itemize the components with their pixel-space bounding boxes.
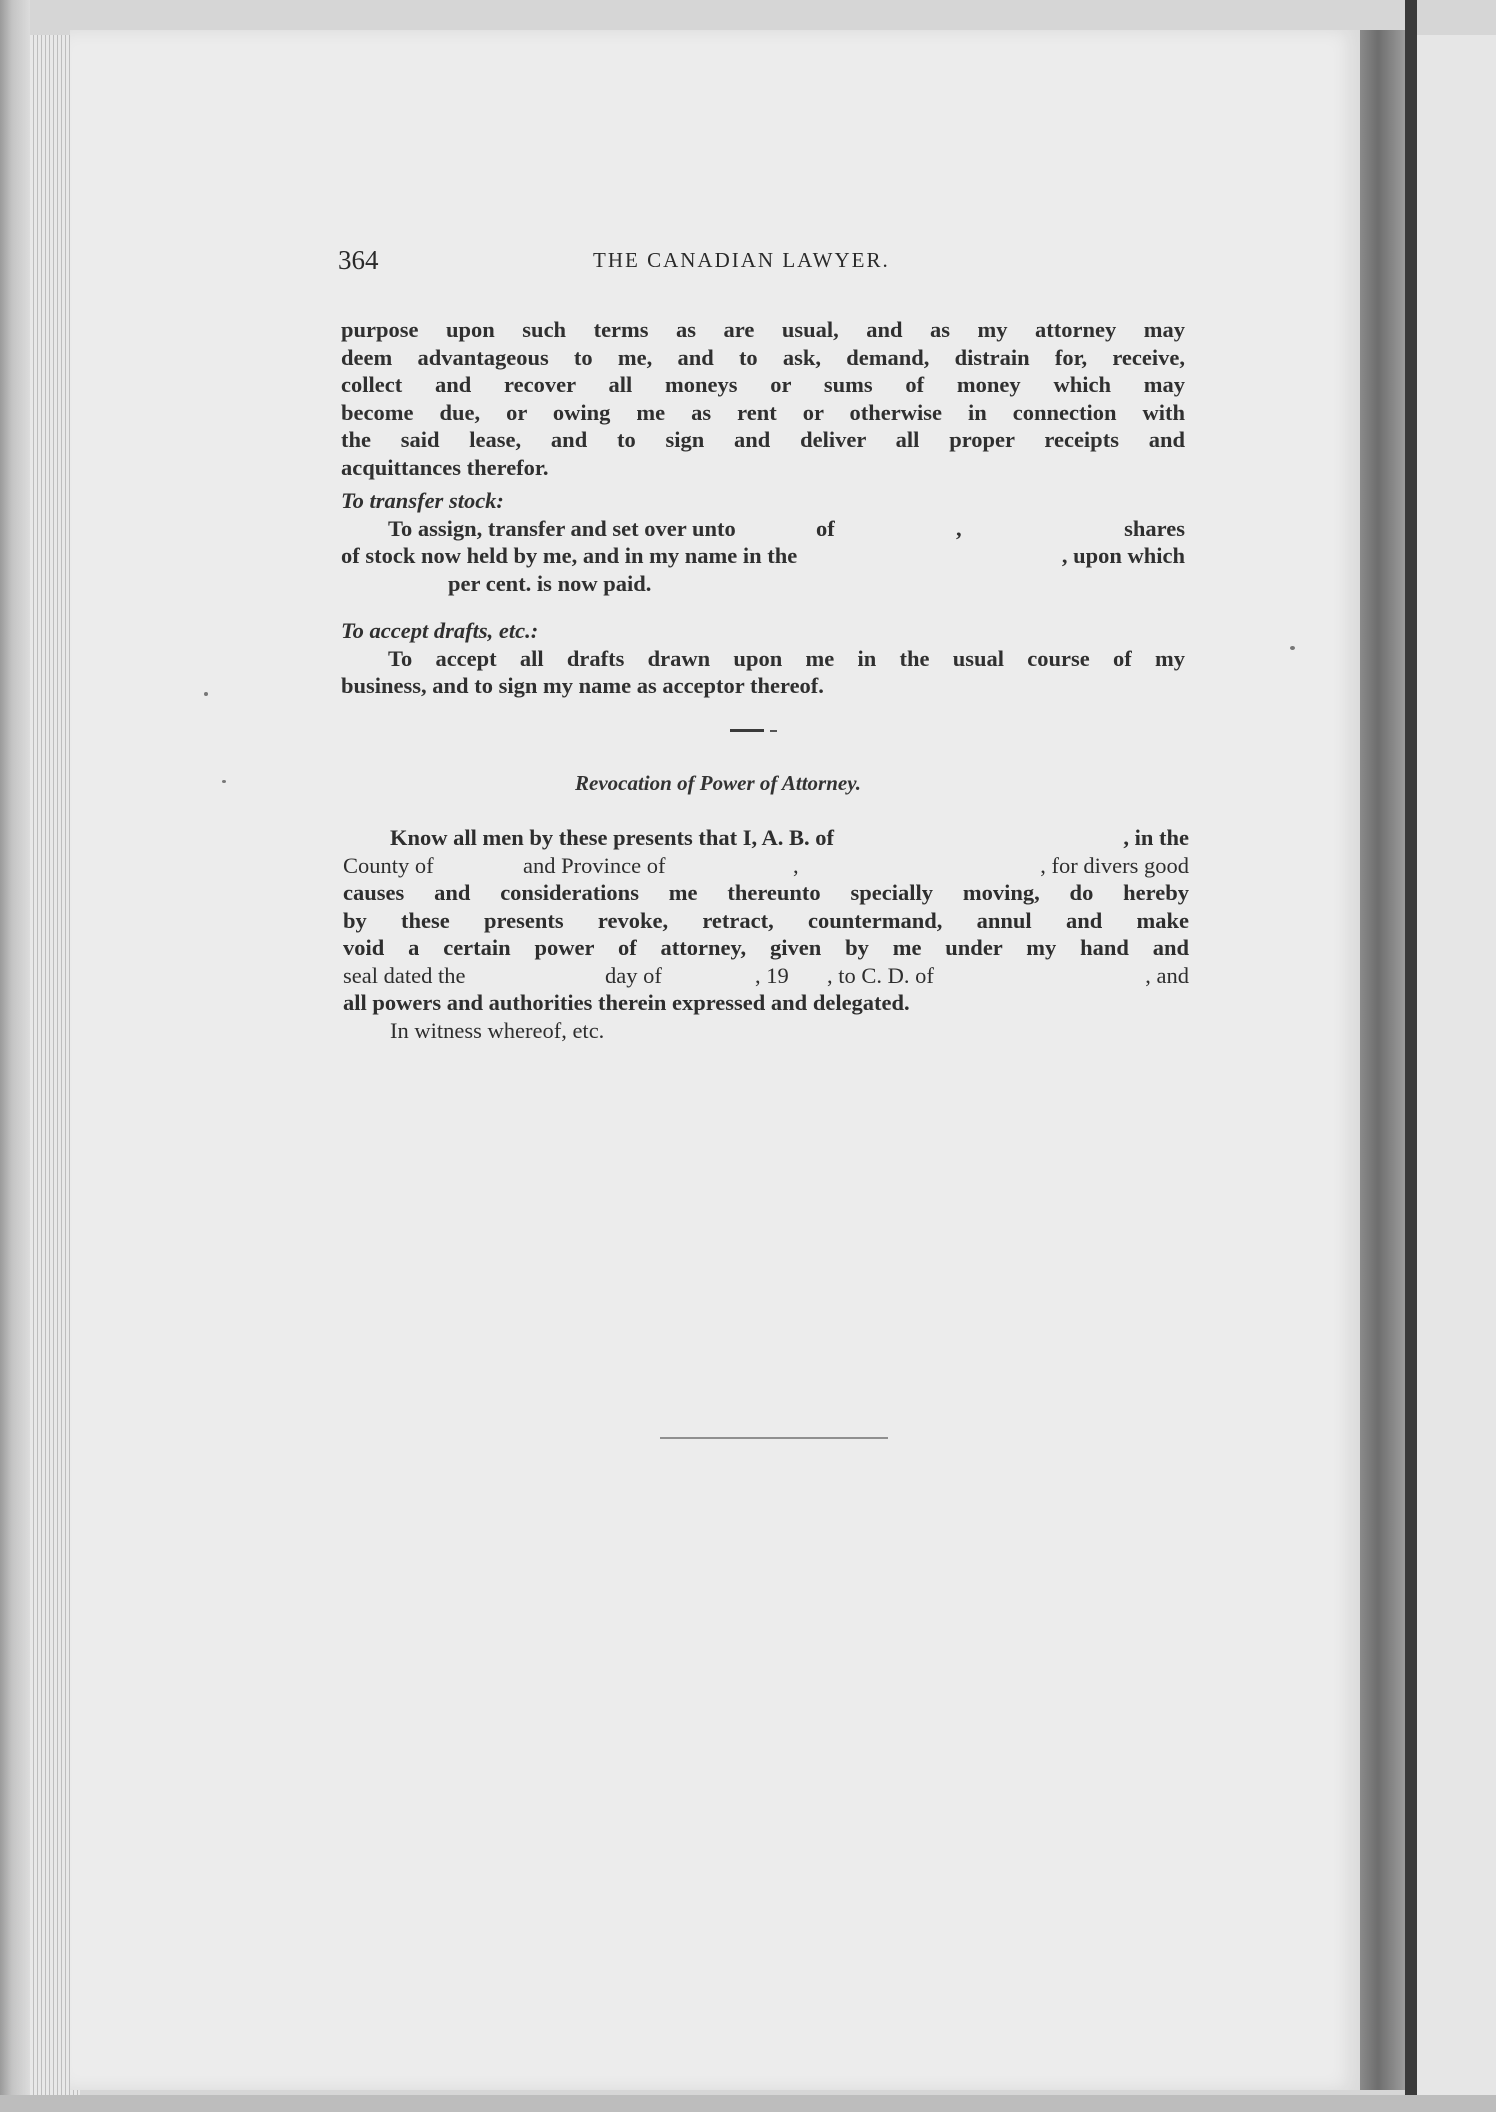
text-line: causes and considerations me thereunto specially moving, do hereby (343, 880, 1189, 905)
text-fragment: of (816, 515, 835, 541)
text-fragment: To assign, transfer and set over unto (388, 515, 736, 541)
text-fragment: day of (605, 962, 662, 988)
text-fragment: , (956, 515, 962, 541)
text-line: purpose upon such terms as are usual, and as my attorney may (341, 317, 1185, 342)
text-line: To accept all drafts drawn upon me in the usual course of my (388, 645, 1185, 671)
text-fragment: , in the (1123, 825, 1189, 850)
page-number: 364 (338, 245, 379, 275)
text-fragment: seal dated the (343, 962, 466, 988)
text-line: by these presents revoke, retract, countermand, annul and make (343, 907, 1189, 933)
text-line: business, and to sign my name as acceptor thereof. (341, 673, 824, 698)
text-line: In witness whereof, etc. (390, 1017, 605, 1043)
text-fragment: of stock now held by me, and in my name in the (341, 543, 798, 568)
book-gutter (1405, 0, 1417, 2112)
text-fragment: , 19 (755, 962, 789, 988)
scan-speck (1290, 646, 1295, 650)
text-line: deem advantageous to me, and to ask, demand, distrain for, receive, (341, 344, 1185, 370)
clause-heading: To accept drafts, etc.: (341, 618, 539, 643)
text-fragment: County of (343, 852, 434, 878)
revocation-form (343, 824, 1189, 1044)
text-fragment: shares (1124, 515, 1185, 541)
section-divider-tail (770, 730, 777, 732)
section-title: Revocation of Power of Attorney. (575, 771, 861, 795)
text-fragment: , (793, 852, 799, 878)
section-divider (730, 729, 764, 732)
continuation-paragraph (341, 316, 1185, 481)
text-fragment: , and (1145, 962, 1189, 988)
end-rule (660, 1437, 888, 1439)
text-line: collect and recover all moneys or sums of money which may (341, 372, 1185, 397)
scan-left-edge (0, 0, 30, 2112)
text-line (343, 852, 1189, 880)
text-line: acquittances therefor. (341, 454, 549, 480)
text-line: become due, or owing me as rent or otherwise in connection with (341, 399, 1185, 425)
text-line: the said lease, and to sign and deliver all proper receipts and (341, 427, 1185, 452)
scan-speck (222, 780, 226, 783)
text-fragment: , to C. D. of (827, 962, 934, 988)
running-title: THE CANADIAN LAWYER. (593, 248, 890, 272)
text-line: per cent. is now paid. (448, 570, 652, 596)
text-line (343, 962, 1189, 990)
text-line (341, 542, 1185, 570)
facing-page-edge (1417, 35, 1496, 2095)
text-fragment: , for divers good (1040, 852, 1189, 878)
text-line (341, 515, 1185, 543)
page-right-shadow (1360, 30, 1405, 2090)
transfer-stock-clause (341, 487, 1185, 597)
text-fragment: , upon which (1061, 543, 1185, 568)
text-line (343, 824, 1189, 852)
text-line: all powers and authorities therein expressed and delegated. (343, 990, 910, 1015)
text-fragment: and Province of (523, 852, 666, 878)
scan-bottom-edge (0, 2095, 1496, 2112)
clause-heading: To transfer stock: (341, 488, 504, 513)
accept-drafts-clause (341, 617, 1185, 700)
text-line: void a certain power of attorney, given by me under my hand and (343, 935, 1189, 960)
scan-speck (204, 692, 208, 696)
text-fragment: Know all men by these presents that I, A. B. of (390, 825, 834, 850)
page-header (338, 245, 1188, 279)
